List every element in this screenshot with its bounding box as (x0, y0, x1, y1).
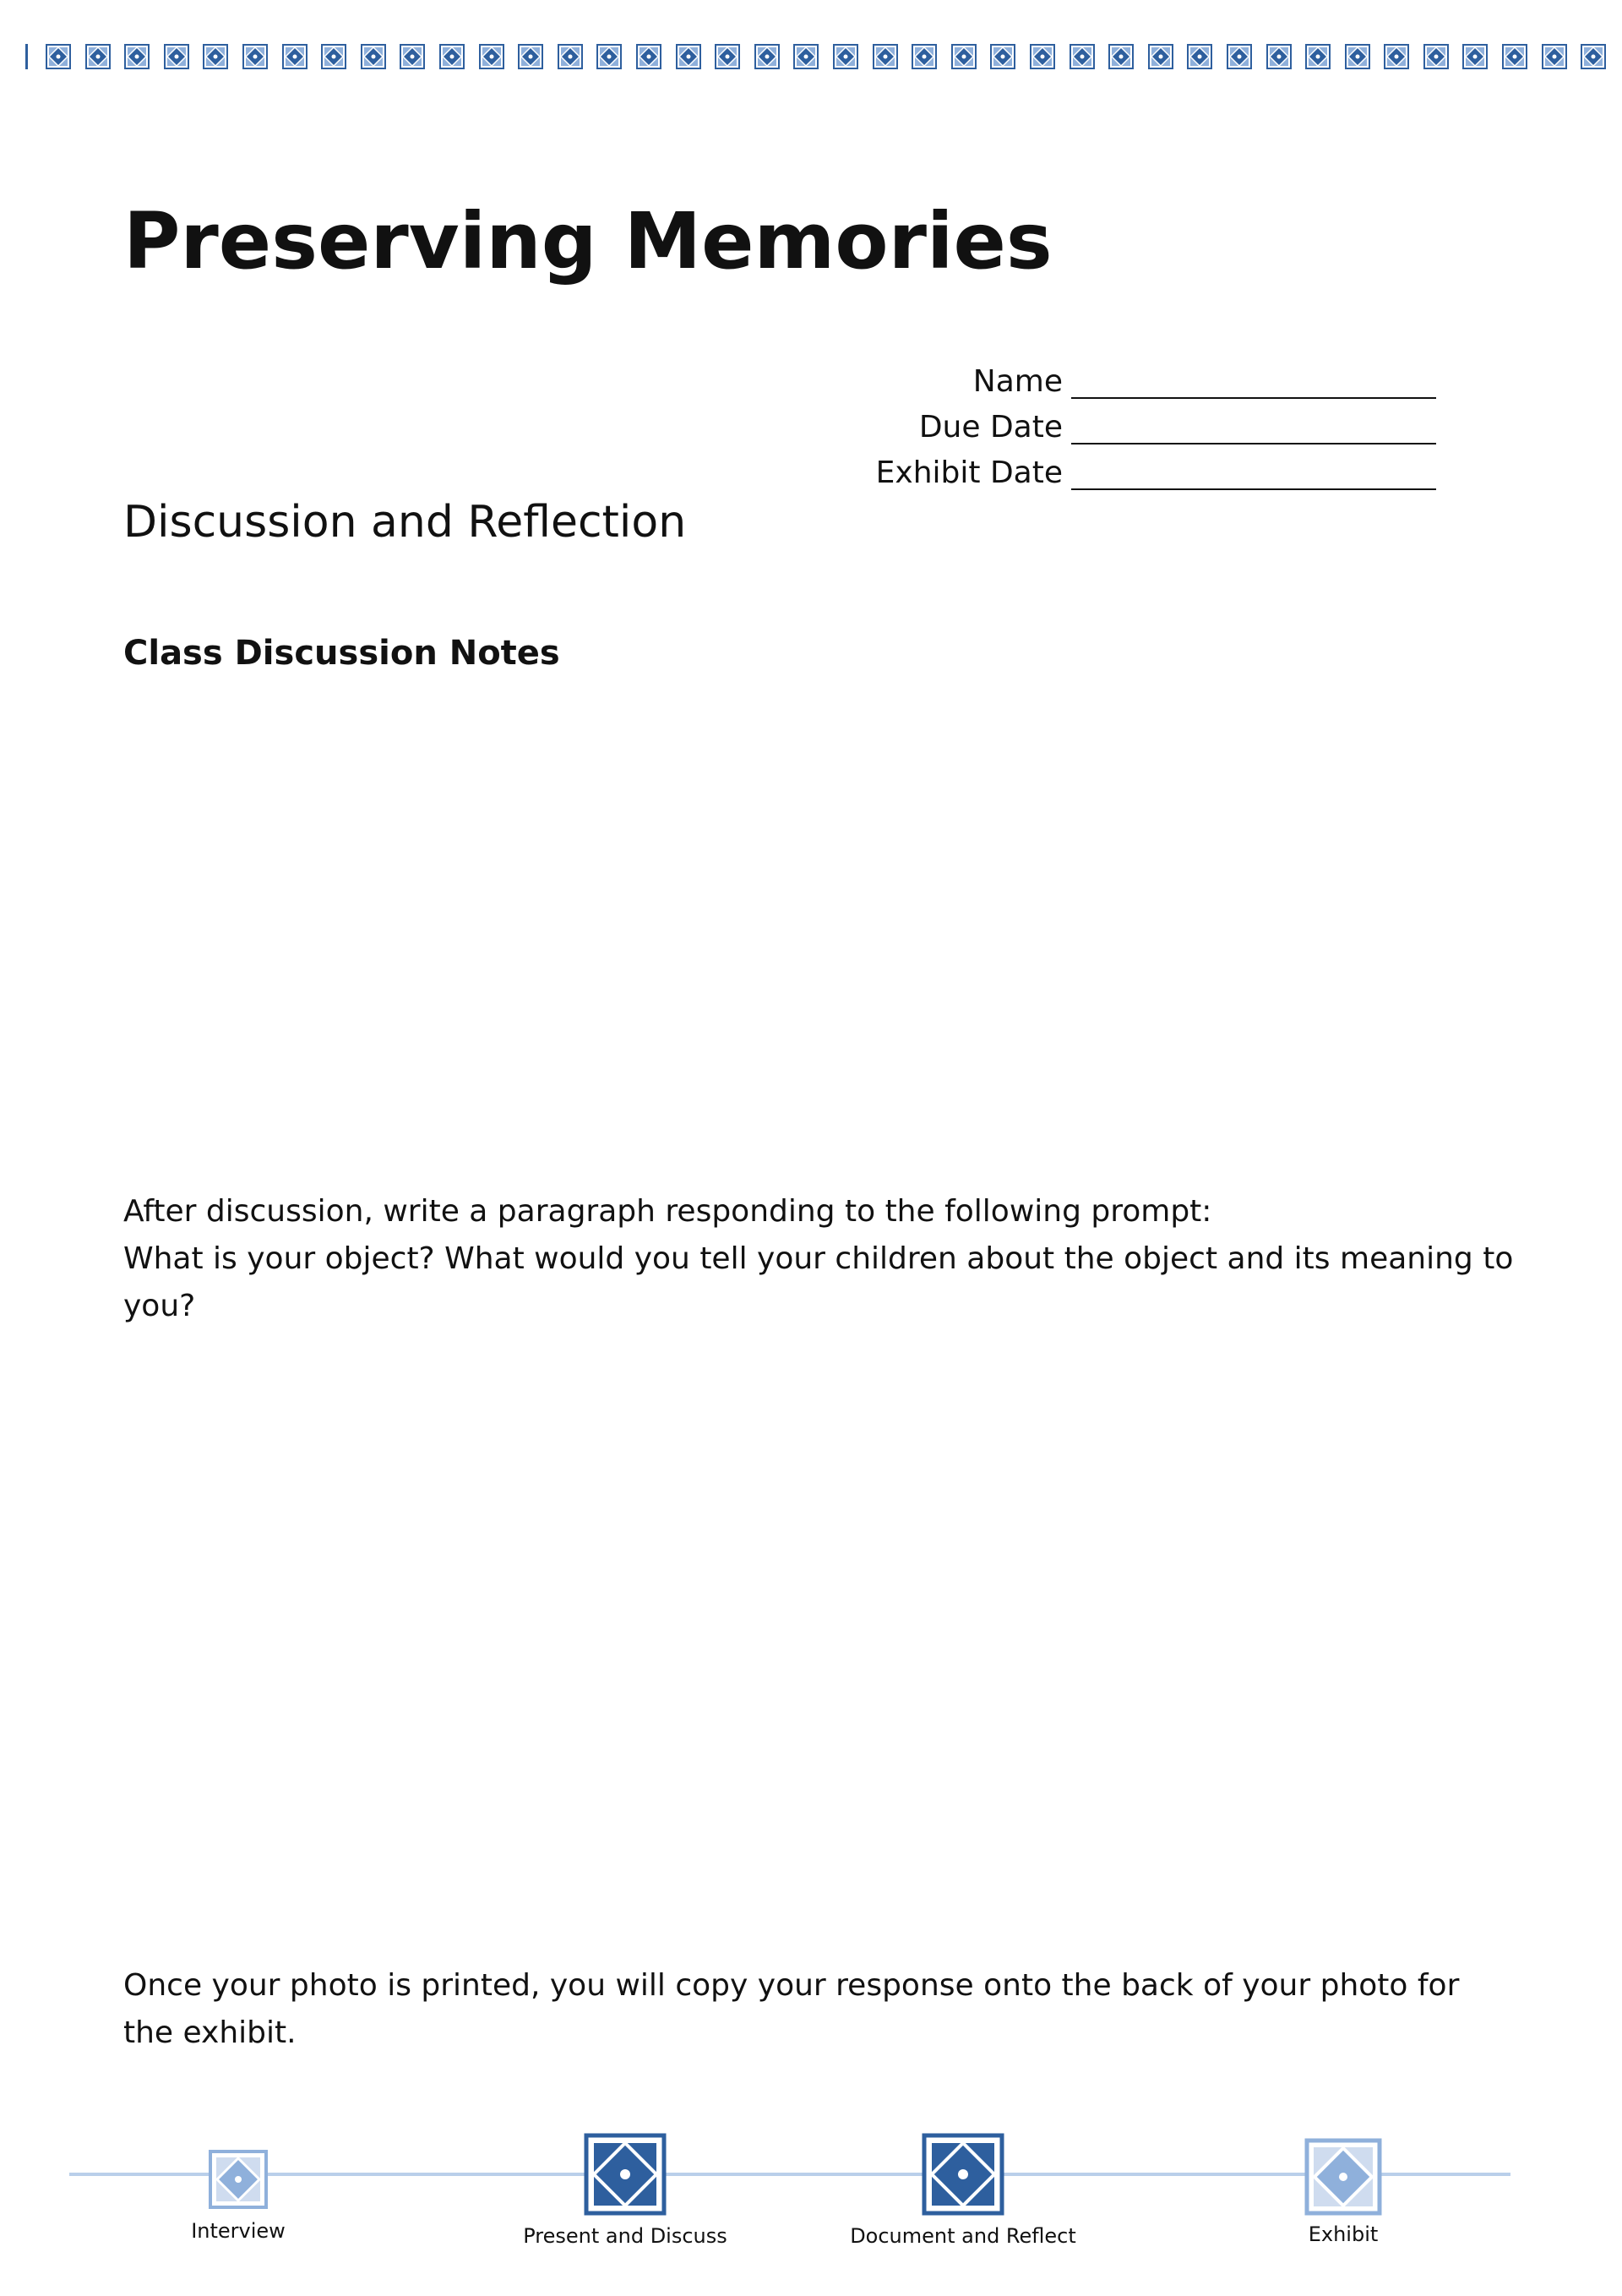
diamond-tile-icon (990, 44, 1015, 69)
diamond-step-icon (209, 2150, 268, 2209)
exhibit-date-label: Exhibit Date (875, 455, 1063, 490)
name-field-row (760, 353, 1436, 399)
diamond-tile-icon (1384, 44, 1409, 69)
diamond-tile-icon (1030, 44, 1055, 69)
step-label-exhibit: Exhibit (1308, 2222, 1379, 2246)
step-label-document-and-reflect: Document and Reflect (850, 2224, 1076, 2248)
diamond-tile-icon (1345, 44, 1370, 69)
diamond-tile-icon (1462, 44, 1488, 69)
diamond-tile-icon (1108, 44, 1134, 69)
diamond-tile-icon (242, 44, 268, 69)
diamond-tile-icon (793, 44, 819, 69)
info-fields (760, 353, 1436, 490)
writing-prompt (123, 1188, 1593, 1330)
step-present-and-discuss (507, 2133, 743, 2248)
diamond-tile-icon (715, 44, 740, 69)
diamond-tile-icon (124, 44, 150, 69)
diamond-step-icon (1304, 2138, 1382, 2216)
diamond-tile-icon (754, 44, 780, 69)
step-label-present-and-discuss: Present and Discuss (523, 2224, 727, 2248)
diamond-tile-icon (1423, 44, 1449, 69)
diamond-tile-icon (1581, 44, 1606, 69)
diamond-tile-icon (873, 44, 898, 69)
prompt-line-2: What is your object? What would you tell your children about the object and its meaning to you? (123, 1241, 1514, 1323)
page-title: Preserving Memories (123, 196, 1053, 286)
diamond-tile-icon (596, 44, 622, 69)
diamond-tile-icon (46, 44, 71, 69)
diamond-tile-icon (833, 44, 858, 69)
border-tick (25, 44, 28, 69)
closing-instructions: Once your photo is printed, you will copy your response onto the back of your photo for the exhibit. (123, 1968, 1460, 2050)
diamond-tile-icon (282, 44, 308, 69)
diamond-tile-icon (636, 44, 661, 69)
exhibit-date-field-row (760, 444, 1436, 490)
step-label-interview: Interview (191, 2219, 286, 2243)
diamond-tile-icon (400, 44, 425, 69)
prompt-line-1: After discussion, write a paragraph responding to the following prompt: (123, 1194, 1212, 1229)
exhibit-date-field[interactable] (1071, 455, 1436, 490)
diamond-tile-icon (518, 44, 543, 69)
due-date-field[interactable] (1071, 409, 1436, 444)
step-document-and-reflect (845, 2133, 1081, 2248)
name-label: Name (972, 364, 1063, 399)
diamond-tile-icon (321, 44, 346, 69)
step-exhibit (1259, 2138, 1428, 2246)
diamond-tile-icon (85, 44, 111, 69)
section-title: Discussion and Reflection (123, 497, 687, 548)
diamond-tile-icon (1148, 44, 1173, 69)
diamond-tile-icon (1227, 44, 1252, 69)
diamond-tile-icon (1542, 44, 1567, 69)
diamond-tile-icon (1266, 44, 1292, 69)
diamond-tile-icon (676, 44, 701, 69)
name-field[interactable] (1071, 363, 1436, 399)
diamond-step-icon (922, 2133, 1004, 2216)
diamond-tile-icon (1070, 44, 1095, 69)
diamond-tile-icon (439, 44, 465, 69)
diamond-tile-icon (558, 44, 583, 69)
due-date-label: Due Date (918, 410, 1063, 444)
diamond-tile-icon (1187, 44, 1212, 69)
top-decorative-border (25, 44, 1614, 71)
diamond-tile-icon (1305, 44, 1331, 69)
diamond-tile-icon (951, 44, 977, 69)
diamond-tile-icon (912, 44, 937, 69)
class-discussion-notes-heading: Class Discussion Notes (123, 634, 560, 673)
diamond-tile-icon (164, 44, 189, 69)
diamond-tile-icon (1502, 44, 1527, 69)
step-interview (154, 2150, 323, 2243)
due-date-field-row (760, 399, 1436, 444)
diamond-step-icon (584, 2133, 667, 2216)
diamond-tile-icon (361, 44, 386, 69)
diamond-tile-icon (203, 44, 228, 69)
diamond-tile-icon (479, 44, 504, 69)
